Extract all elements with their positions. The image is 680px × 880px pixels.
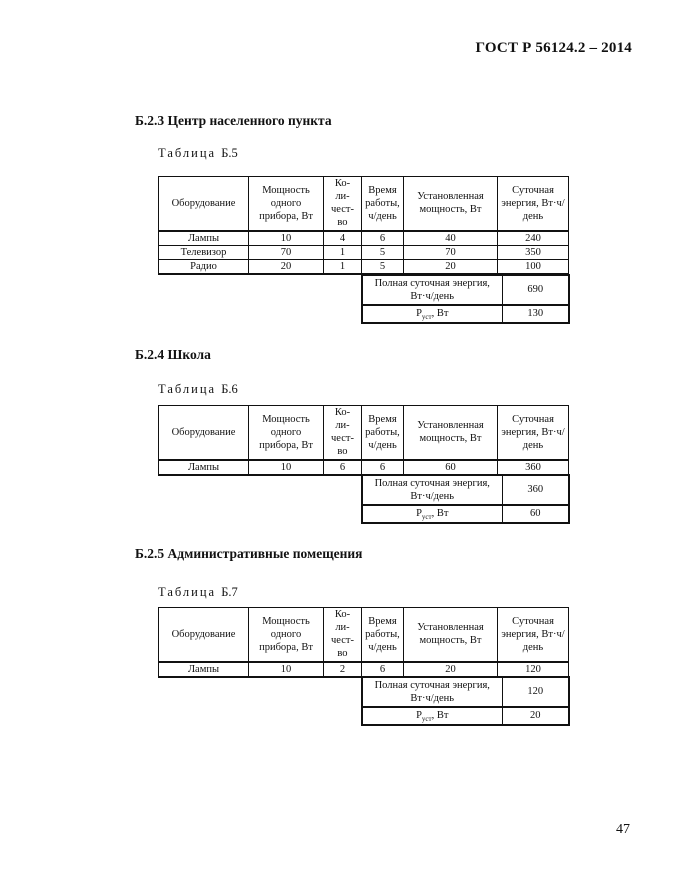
table-caption-word: Таблица bbox=[158, 146, 217, 160]
section-title: Б.2.5 Административные помещения bbox=[135, 546, 363, 561]
cell-installed: 60 bbox=[404, 460, 498, 475]
col-installed: Установленная мощность, Вт bbox=[404, 608, 498, 662]
cell-power: 10 bbox=[249, 662, 324, 677]
cell-equipment: Лампы bbox=[159, 662, 249, 677]
cell-quantity: 2 bbox=[324, 662, 362, 677]
cell-time: 6 bbox=[362, 662, 404, 677]
summary-table-b5 bbox=[361, 274, 570, 324]
total-energy-label: Полная суточная энергия, Вт·ч/день bbox=[362, 275, 502, 305]
col-time: Время работы, ч/день bbox=[362, 608, 404, 662]
cell-time: 6 bbox=[362, 231, 404, 246]
cell-daily: 240 bbox=[498, 231, 569, 246]
cell-equipment: Радио bbox=[159, 259, 249, 274]
total-energy-value: 690 bbox=[502, 275, 569, 305]
table-caption-number: Б.7 bbox=[221, 585, 238, 599]
cell-equipment: Лампы bbox=[159, 460, 249, 475]
col-installed: Установленная мощность, Вт bbox=[404, 177, 498, 231]
table-caption-number: Б.5 bbox=[221, 146, 238, 160]
cell-equipment: Телевизор bbox=[159, 245, 249, 259]
total-energy-row bbox=[362, 677, 569, 707]
page-number: 47 bbox=[616, 822, 630, 837]
p-set-row bbox=[362, 707, 569, 725]
summary-table-b6 bbox=[361, 474, 570, 524]
cell-installed: 70 bbox=[404, 245, 498, 259]
cell-power: 10 bbox=[249, 231, 324, 246]
table-caption-word: Таблица bbox=[158, 382, 217, 396]
p-set-label: $P_{уст}$, Вт bbox=[362, 707, 502, 725]
table-caption-number: Б.6 bbox=[221, 382, 238, 396]
section-title: Б.2.4 Школа bbox=[135, 347, 211, 362]
table-caption bbox=[158, 382, 238, 397]
col-daily: Суточная энергия, Вт·ч/день bbox=[498, 608, 569, 662]
col-power: Мощность одного прибора, Вт bbox=[249, 406, 324, 460]
table-header-row bbox=[159, 177, 569, 231]
cell-daily: 360 bbox=[498, 460, 569, 475]
table-row bbox=[159, 460, 569, 475]
cell-quantity: 1 bbox=[324, 259, 362, 274]
table-caption bbox=[158, 146, 238, 161]
cell-power: 10 bbox=[249, 460, 324, 475]
table-row bbox=[159, 662, 569, 677]
p-set-value: 60 bbox=[502, 505, 569, 523]
table-row bbox=[159, 259, 569, 274]
col-power: Мощность одного прибора, Вт bbox=[249, 177, 324, 231]
total-energy-value: 360 bbox=[502, 475, 569, 505]
cell-daily: 350 bbox=[498, 245, 569, 259]
cell-installed: 20 bbox=[404, 259, 498, 274]
cell-power: 70 bbox=[249, 245, 324, 259]
cell-equipment: Лампы bbox=[159, 231, 249, 246]
total-energy-row bbox=[362, 275, 569, 305]
table-header-row bbox=[159, 608, 569, 662]
col-power: Мощность одного прибора, Вт bbox=[249, 608, 324, 662]
col-time: Время работы, ч/день bbox=[362, 406, 404, 460]
p-set-row bbox=[362, 305, 569, 323]
cell-daily: 100 bbox=[498, 259, 569, 274]
summary-table-b7 bbox=[361, 676, 570, 726]
total-energy-row bbox=[362, 475, 569, 505]
total-energy-value: 120 bbox=[502, 677, 569, 707]
col-daily: Суточная энергия, Вт·ч/день bbox=[498, 177, 569, 231]
cell-quantity: 1 bbox=[324, 245, 362, 259]
cell-time: 6 bbox=[362, 460, 404, 475]
total-energy-label: Полная суточная энергия, Вт·ч/день bbox=[362, 475, 502, 505]
col-quantity: Ко- ли- чест- во bbox=[324, 608, 362, 662]
p-set-value: 20 bbox=[502, 707, 569, 725]
cell-power: 20 bbox=[249, 259, 324, 274]
p-set-row bbox=[362, 505, 569, 523]
cell-daily: 120 bbox=[498, 662, 569, 677]
cell-installed: 40 bbox=[404, 231, 498, 246]
table-caption-word: Таблица bbox=[158, 585, 217, 599]
equipment-table-b5 bbox=[158, 176, 569, 275]
equipment-table-b6 bbox=[158, 405, 569, 476]
table-row bbox=[159, 231, 569, 246]
table-header-row bbox=[159, 406, 569, 460]
p-set-label: $P_{уст}$, Вт bbox=[362, 505, 502, 523]
cell-time: 5 bbox=[362, 245, 404, 259]
col-equipment: Оборудование bbox=[159, 608, 249, 662]
total-energy-label: Полная суточная энергия, Вт·ч/день bbox=[362, 677, 502, 707]
col-quantity: Ко- ли- чест- во bbox=[324, 177, 362, 231]
cell-time: 5 bbox=[362, 259, 404, 274]
col-equipment: Оборудование bbox=[159, 406, 249, 460]
table-caption bbox=[158, 585, 238, 600]
cell-installed: 20 bbox=[404, 662, 498, 677]
col-installed: Установленная мощность, Вт bbox=[404, 406, 498, 460]
document-header: ГОСТ Р 56124.2 – 2014 bbox=[475, 40, 632, 56]
equipment-table-b7 bbox=[158, 607, 569, 678]
col-time: Время работы, ч/день bbox=[362, 177, 404, 231]
p-set-label: $P_{уст}$, Вт bbox=[362, 305, 502, 323]
col-equipment: Оборудование bbox=[159, 177, 249, 231]
cell-quantity: 4 bbox=[324, 231, 362, 246]
table-row bbox=[159, 245, 569, 259]
col-daily: Суточная энергия, Вт·ч/день bbox=[498, 406, 569, 460]
col-quantity: Ко- ли- чест- во bbox=[324, 406, 362, 460]
p-set-value: 130 bbox=[502, 305, 569, 323]
cell-quantity: 6 bbox=[324, 460, 362, 475]
section-title: Б.2.3 Центр населенного пункта bbox=[135, 113, 332, 128]
